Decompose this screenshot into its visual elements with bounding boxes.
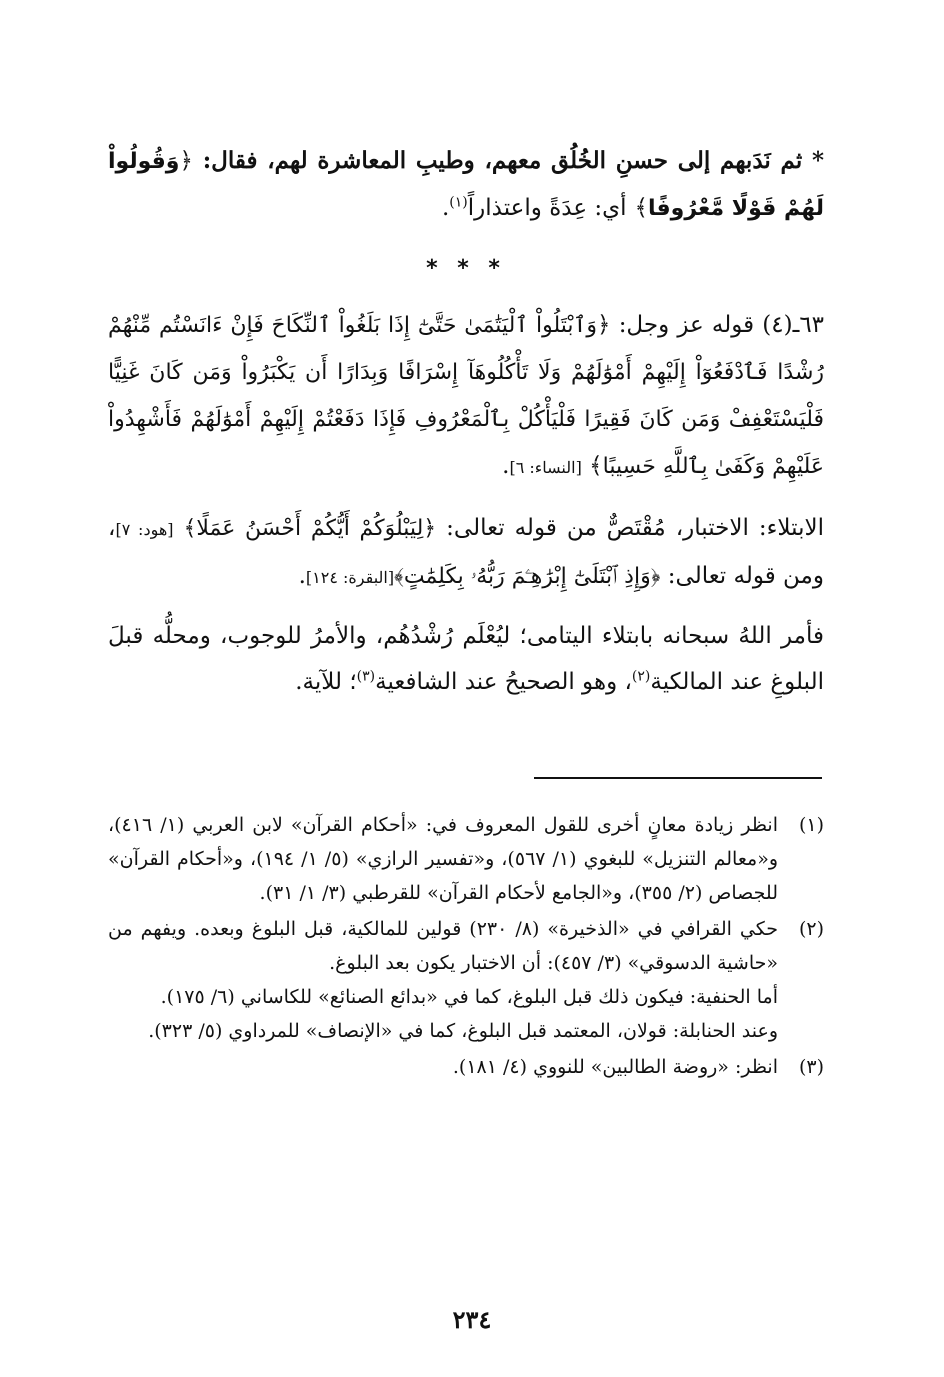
faamara-text-1: فأمر اللهُ سبحانه بابتلاء اليتامى؛ ليُعْلَم رُشْدُهُم، والأمرُ للوجوب، ومحلُّه قبلَ البلوغِ عند المالكية	[108, 623, 824, 695]
intro-verse: وَقُولُواْ لَهُمْ قَوْلًا مَّعْرُوفًا	[108, 149, 824, 221]
footnote-line: أما الحنفية: فيكون ذلك قبل البلوغ، كما في «بدائع الصنائع» للكاساني (٦/ ١٧٥).	[160, 986, 778, 1008]
footnote-ref-1: (١)	[449, 194, 468, 211]
entry-63-end: .	[502, 453, 510, 479]
ibtila-verse-1: ﴿لِيَبْلُوَكُمْ أَيُّكُمْ أَحْسَنُ عَمَلًا﴾	[183, 516, 437, 541]
intro-star: *	[811, 147, 824, 174]
footnote-number: (٢)	[798, 918, 824, 940]
intro-end: .	[441, 195, 450, 221]
ibtila-citation-1: [هود: ٧]	[115, 520, 174, 539]
intro-bold-text: ثم نَدَبهم إلى حسنِ الخُلُق معهم، وطيبِ المعاشرة لهم، فقال:	[202, 147, 803, 174]
footnote-ref-3: (٣)	[356, 668, 376, 685]
section-separator: * * *	[426, 256, 506, 281]
ibtila-end: .	[298, 563, 306, 589]
entry-63-label: ٦٣ـ(٤) قوله عز وجل:	[618, 312, 825, 338]
footnote-line: انظر زيادة معانٍ أخرى للقول المعروف في: «أحكام القرآن» لابن العربي (١/ ٤١٦)، و«معالم التنزيل» للبغوي (١/ ٥٦٧)، و«تفسير الرازي» (٥/ ١/ ١٩٤)، و«أحكام القرآن» للجصاص (٢/ ٣٥٥)، و«الجامع لأحكام القرآن» للقرطبي (٣/ ١/ ٣١).	[108, 814, 778, 904]
footnote-divider	[534, 777, 822, 779]
ibtila-verse-2: ﴿وَإِذِ ٱبْتَلَىٰٓ إِبْرَٰهِـۧمَ رَبُّهُۥ بِكَلِمَٰتٍ﴾	[394, 564, 661, 589]
faamara-text-3: ؛ للآية.	[295, 669, 357, 695]
faamara-paragraph	[108, 613, 824, 705]
verse-close-bracket: ﴾	[589, 453, 603, 479]
faamara-text-2: ، وهو الصحيحُ عند الشافعية	[375, 669, 632, 695]
footnote-line: حكي القرافي في «الذخيرة» (٨/ ٢٣٠) قولين للمالكية، قبل البلوغ وبعده. ويفهم من «حاشية الدسوقي» (٣/ ٤٥٧): أن الاختبار يكون بعد البلوغ.	[108, 918, 778, 974]
footnote-ref-2: (٢)	[631, 668, 651, 685]
verse-open-bracket: ﴿	[179, 148, 193, 174]
ibtila-citation-2: [البقرة: ١٢٤]	[305, 568, 395, 587]
entry-63-verse: وَٱبْتَلُواْ ٱلْيَتَٰمَىٰ حَتَّىٰٓ إِذَا بَلَغُواْ ٱلنِّكَاحَ فَإِنْ ءَانَسْتُم مِّنْهُمْ رُشْدًا فَٱدْفَعُوٓاْ إِلَيْهِمْ أَمْوَٰلَهُمْ وَلَا تَأْكُلُوهَآ إِسْرَافًا وَبِدَارًا أَن يَكْبَرُواْ وَمَن كَانَ غَنِيًّا فَلْيَسْتَعْفِفْ وَمَن كَانَ فَقِيرًا فَلْيَأْكُلْ بِٱلْمَعْرُوفِ فَإِذَا دَفَعْتُمْ إِلَيْهِمْ أَمْوَٰلَهُمْ فَأَشْهِدُواْ عَلَيْهِمْ وَكَفَىٰ بِٱللَّهِ حَسِيبًا	[108, 313, 824, 479]
entry-63-citation: [النساء: ٦]	[509, 458, 582, 477]
verse-open-bracket: ﴿	[597, 312, 611, 338]
footnote-1	[108, 808, 824, 910]
intro-paragraph	[108, 138, 824, 232]
footnote-2	[108, 912, 824, 1048]
main-text	[108, 138, 824, 705]
ibtila-text-2: ، ومن قوله تعالى:	[108, 515, 824, 589]
page-number: ٢٣٤	[452, 1305, 492, 1334]
entry-63-paragraph	[108, 302, 824, 491]
verse-close-bracket: ﴾	[634, 195, 648, 221]
footnote-line: وعند الحنابلة: قولان، المعتمد قبل البلوغ، كما في «الإنصاف» للمرداوي (٥/ ٣٢٣).	[148, 1020, 778, 1042]
ibtila-text-1: الابتلاء: الاختبار، مُقْتَصٌّ من قوله تعالى:	[446, 515, 824, 541]
footnote-line: انظر: «روضة الطالبين» للنووي (٤/ ١٨١).	[452, 1056, 778, 1078]
footnotes-section	[108, 808, 824, 1086]
ibtila-paragraph	[108, 505, 824, 601]
intro-gloss: أي: عِدَةً واعتذاراً	[467, 195, 627, 221]
footnote-3	[108, 1050, 824, 1084]
footnote-number: (٣)	[798, 1056, 824, 1078]
footnote-number: (١)	[798, 814, 824, 836]
